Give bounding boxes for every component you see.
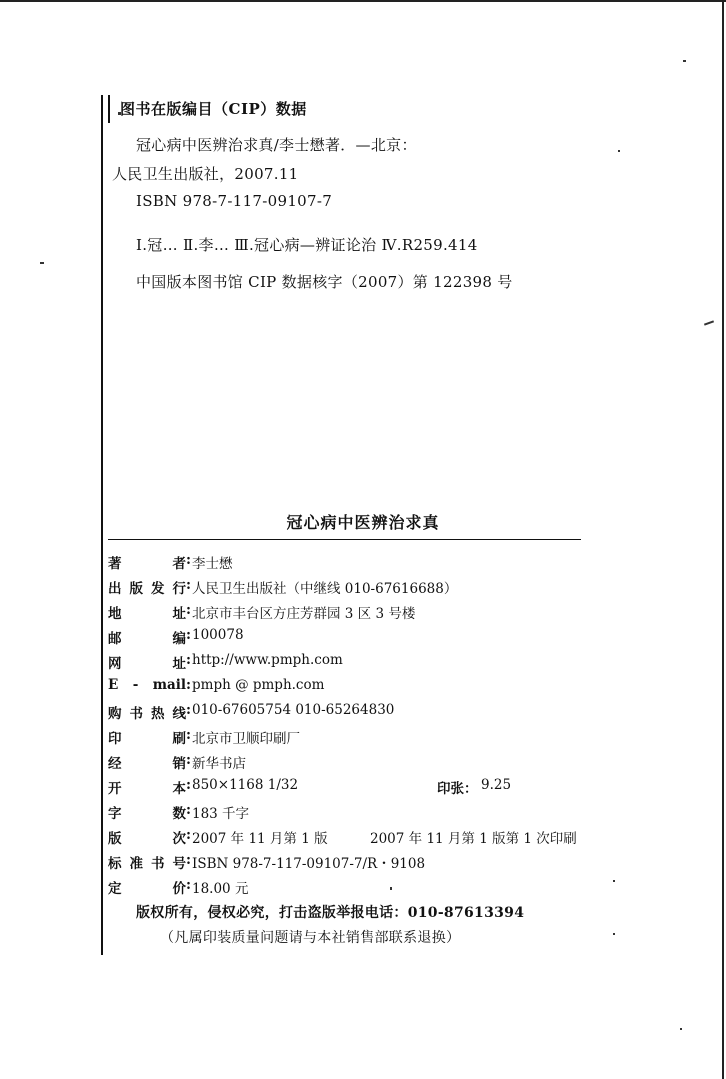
info-value: 新华书店: [192, 756, 246, 772]
info-value: 010-67605754 010-65264830: [192, 702, 395, 718]
info-label: 经销: [108, 756, 186, 772]
margin-tick: [108, 95, 110, 123]
title-rule: [108, 539, 581, 540]
info-label: 网址: [108, 656, 186, 672]
info-value: 2007 年 11 月第 1 版: [192, 831, 328, 847]
info-extra-value: 9.25: [481, 777, 512, 793]
info-value: 18.00 元: [192, 881, 249, 897]
info-label: 地址: [108, 606, 186, 622]
info-label: 字数: [108, 806, 186, 822]
info-label: 邮编: [108, 631, 186, 647]
scan-speck: [704, 320, 714, 325]
book-title: 冠心病中医辨治求真: [286, 513, 440, 532]
info-label: 标准书号: [108, 856, 186, 872]
copyright-notice: 版权所有，侵权必究，打击盗版举报电话：010-87613394: [136, 905, 525, 921]
info-extra-value: 2007 年 11 月第 1 版第 1 次印刷: [370, 831, 577, 847]
cip-title: 图书在版编目（CIP）数据: [120, 100, 307, 118]
cip-title-author-line: 冠心病中医辨治求真/李士懋著．—北京：: [136, 136, 417, 154]
info-label: 开本: [108, 781, 186, 797]
cip-subjects: Ⅰ.冠… Ⅱ.李… Ⅲ.冠心病—辨证论治 Ⅳ.R259.414: [136, 236, 478, 254]
info-value: pmph @ pmph.com: [192, 677, 325, 693]
scan-speck: [680, 1028, 682, 1030]
scan-edge-right: [722, 0, 724, 1079]
scan-speck: [683, 60, 686, 62]
scan-speck: [613, 880, 615, 882]
info-label: 印刷: [108, 731, 186, 747]
info-value: 183 千字: [192, 806, 250, 822]
scan-speck: [618, 150, 620, 152]
scan-edge-top: [0, 0, 726, 2]
info-label: 著者: [108, 556, 186, 572]
info-value: http://www.pmph.com: [192, 652, 343, 668]
info-value: 850×1168 1/32: [192, 777, 299, 793]
scan-speck: [40, 262, 44, 264]
info-label: 出版发行: [108, 581, 186, 597]
info-value: 人民卫生出版社（中继线 010-67616688）: [192, 581, 458, 597]
info-label: 定价: [108, 881, 186, 897]
info-value: 李士懋: [192, 556, 233, 572]
info-value: 北京市卫顺印刷厂: [192, 731, 300, 747]
info-label: 购书热线: [108, 706, 186, 722]
scan-speck: [390, 887, 392, 890]
info-label: 版次: [108, 831, 186, 847]
info-value: ISBN 978-7-117-09107-7/R・9108: [192, 856, 426, 872]
info-label: E - mail: [108, 677, 186, 693]
cip-isbn: ISBN 978-7-117-09107-7: [136, 192, 333, 210]
return-note: （凡属印装质量问题请与本社销售部联系退换）: [160, 930, 461, 946]
cip-publisher-line: 人民卫生出版社，2007.11: [112, 165, 299, 183]
info-value: 100078: [192, 627, 244, 643]
info-value: 北京市丰台区方庄芳群园 3 区 3 号楼: [192, 606, 416, 622]
scan-speck: [613, 933, 615, 935]
info-extra-label: 印张：: [437, 781, 478, 797]
cip-number: 中国版本图书馆 CIP 数据核字（2007）第 122398 号: [136, 273, 513, 291]
